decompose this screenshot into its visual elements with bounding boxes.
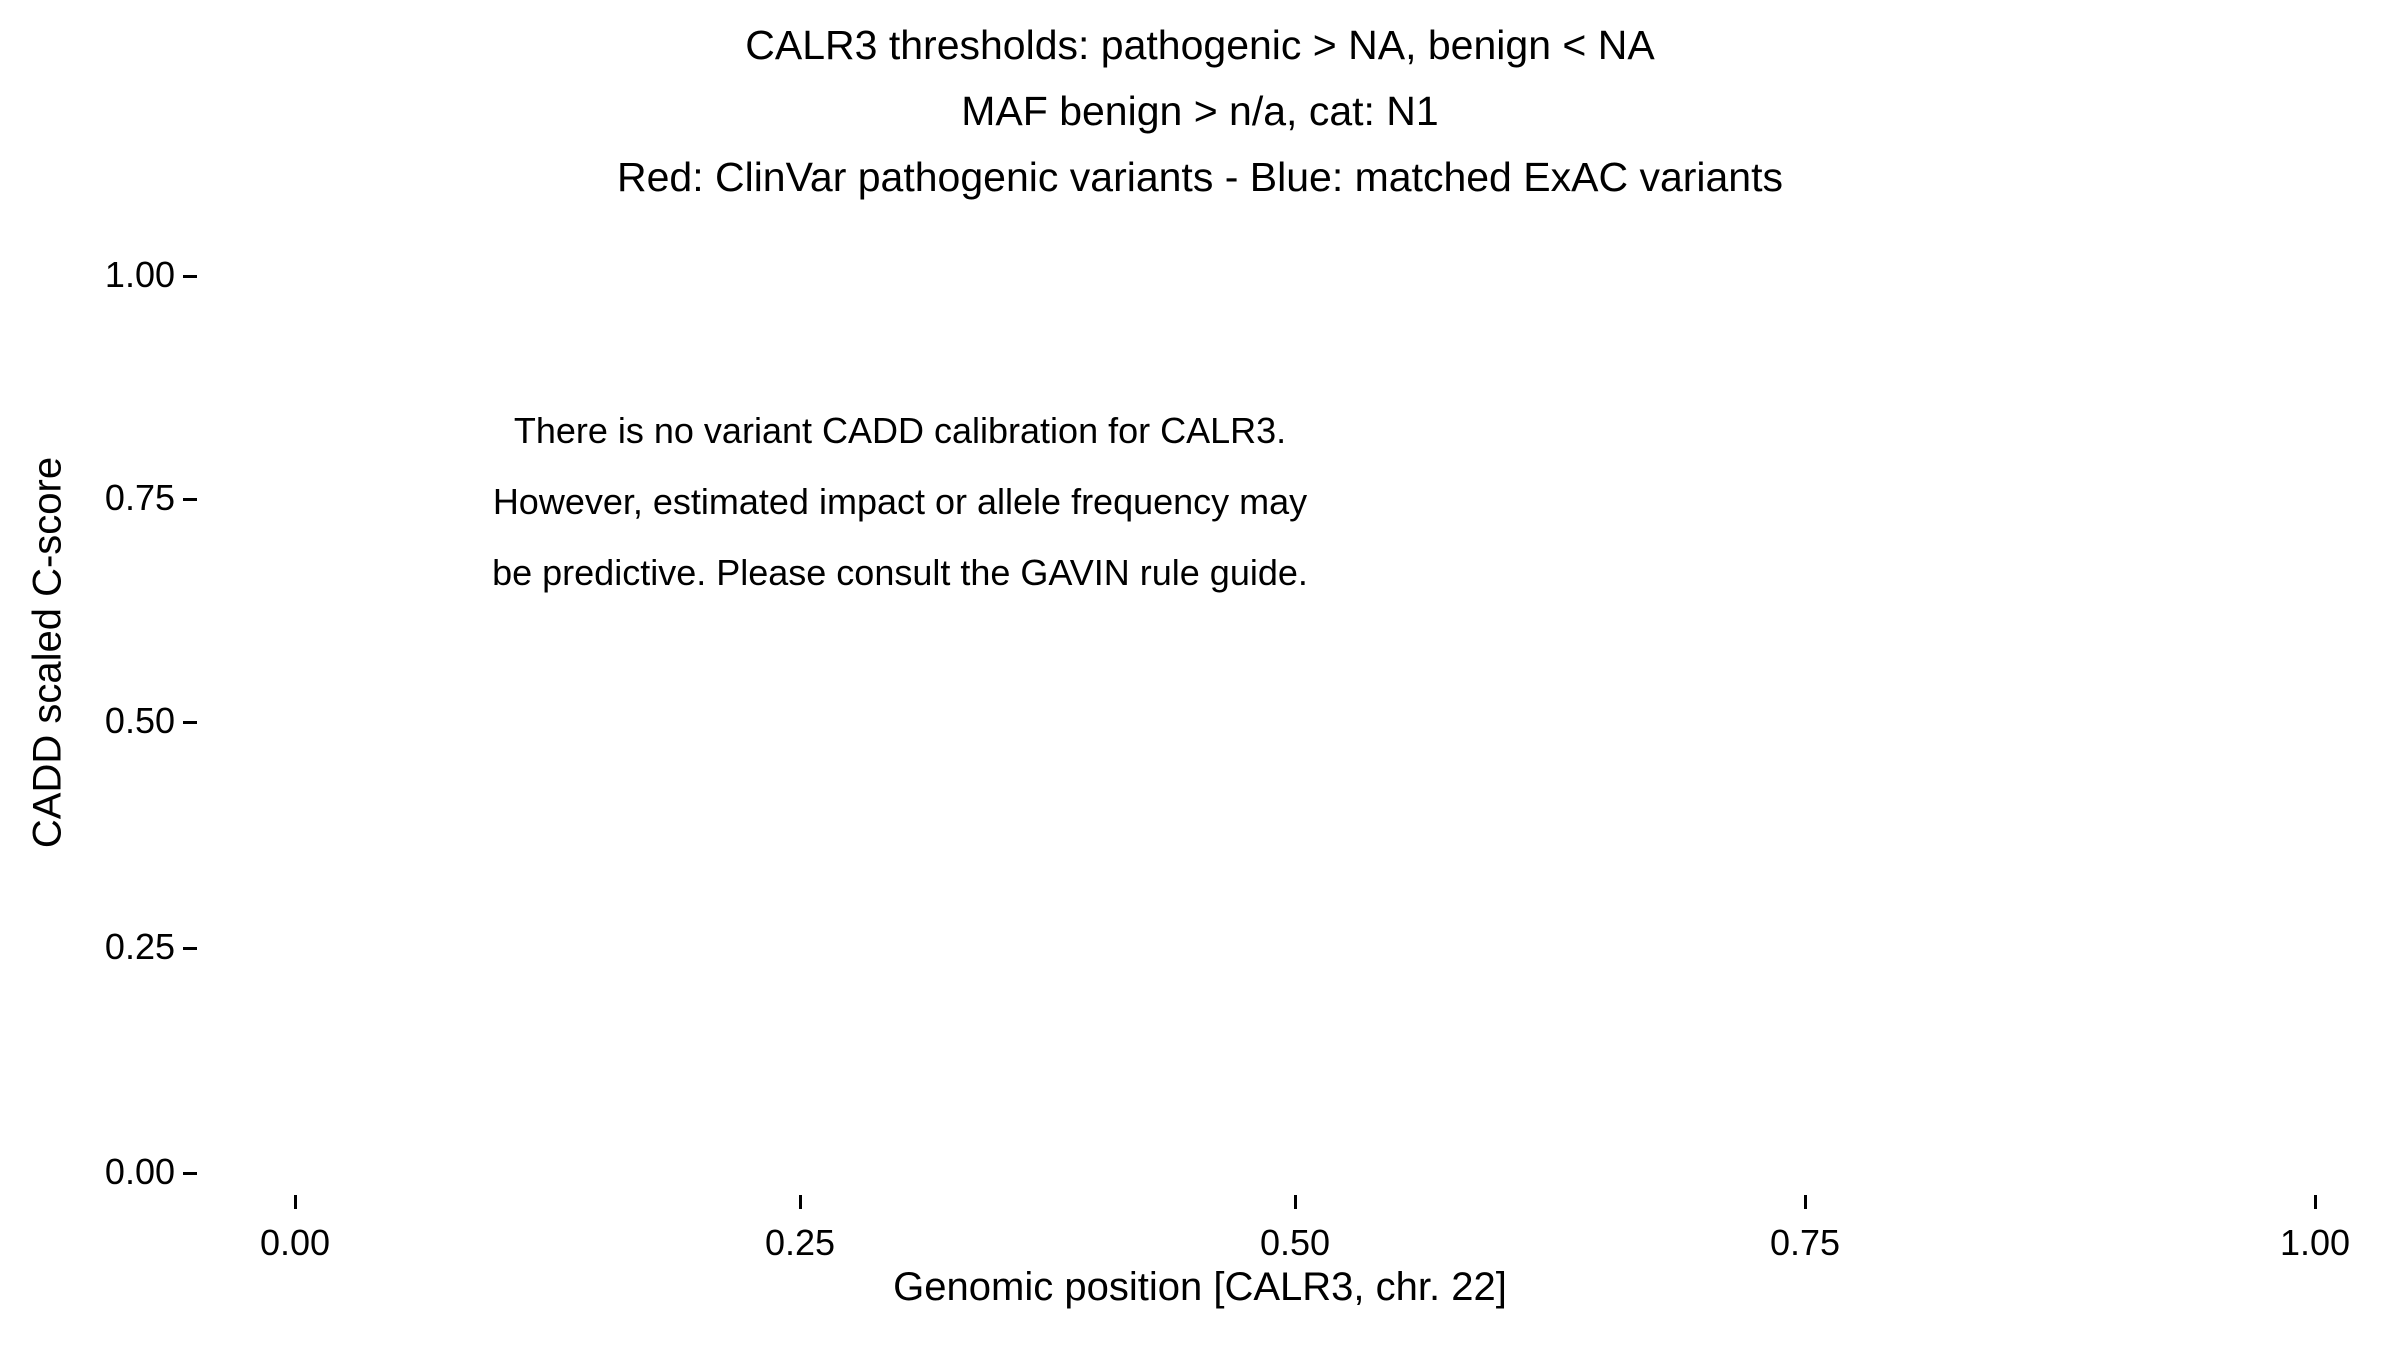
- x-tick-label: 0.75: [1769, 1222, 1841, 1263]
- x-tick-mark: [799, 1195, 802, 1209]
- x-tick-mark: [2314, 1195, 2317, 1209]
- y-tick-mark: [183, 498, 197, 501]
- y-tick-label: 0.50: [104, 700, 175, 741]
- chart-title-line-2: MAF benign > n/a, cat: N1: [961, 88, 1439, 134]
- annotation-line-2: However, estimated impact or allele frequency may: [492, 481, 1308, 522]
- y-tick-mark: [183, 721, 197, 724]
- no-calibration-annotation: [400, 395, 1400, 608]
- chart-title-line-1: CALR3 thresholds: pathogenic > NA, benign < NA: [745, 22, 1655, 68]
- x-tick-label: 0.25: [764, 1222, 836, 1263]
- x-tick-label: 1.00: [2279, 1222, 2351, 1263]
- x-tick-label: 0.00: [259, 1222, 331, 1263]
- chart-title-line-3: Red: ClinVar pathogenic variants - Blue: matched ExAC variants: [616, 154, 1784, 200]
- y-tick-mark: [183, 947, 197, 950]
- y-tick-mark: [183, 275, 197, 278]
- y-tick-label: 0.75: [104, 477, 175, 518]
- y-axis-label: CADD scaled C-score: [25, 456, 70, 849]
- y-tick-label: 0.00: [104, 1151, 175, 1192]
- x-tick-mark: [1294, 1195, 1297, 1209]
- y-tick-label: 1.00: [104, 254, 175, 295]
- y-tick-label: 0.25: [104, 926, 175, 967]
- x-axis-label: Genomic position [CALR3, chr. 22]: [893, 1265, 1507, 1309]
- x-tick-label: 0.50: [1259, 1222, 1331, 1263]
- annotation-line-1: There is no variant CADD calibration for CALR3.: [513, 410, 1287, 451]
- y-tick-mark: [183, 1172, 197, 1175]
- x-tick-mark: [1804, 1195, 1807, 1209]
- chart-title: [0, 12, 2400, 210]
- annotation-line-3: be predictive. Please consult the GAVIN rule guide.: [492, 552, 1308, 593]
- x-tick-mark: [294, 1195, 297, 1209]
